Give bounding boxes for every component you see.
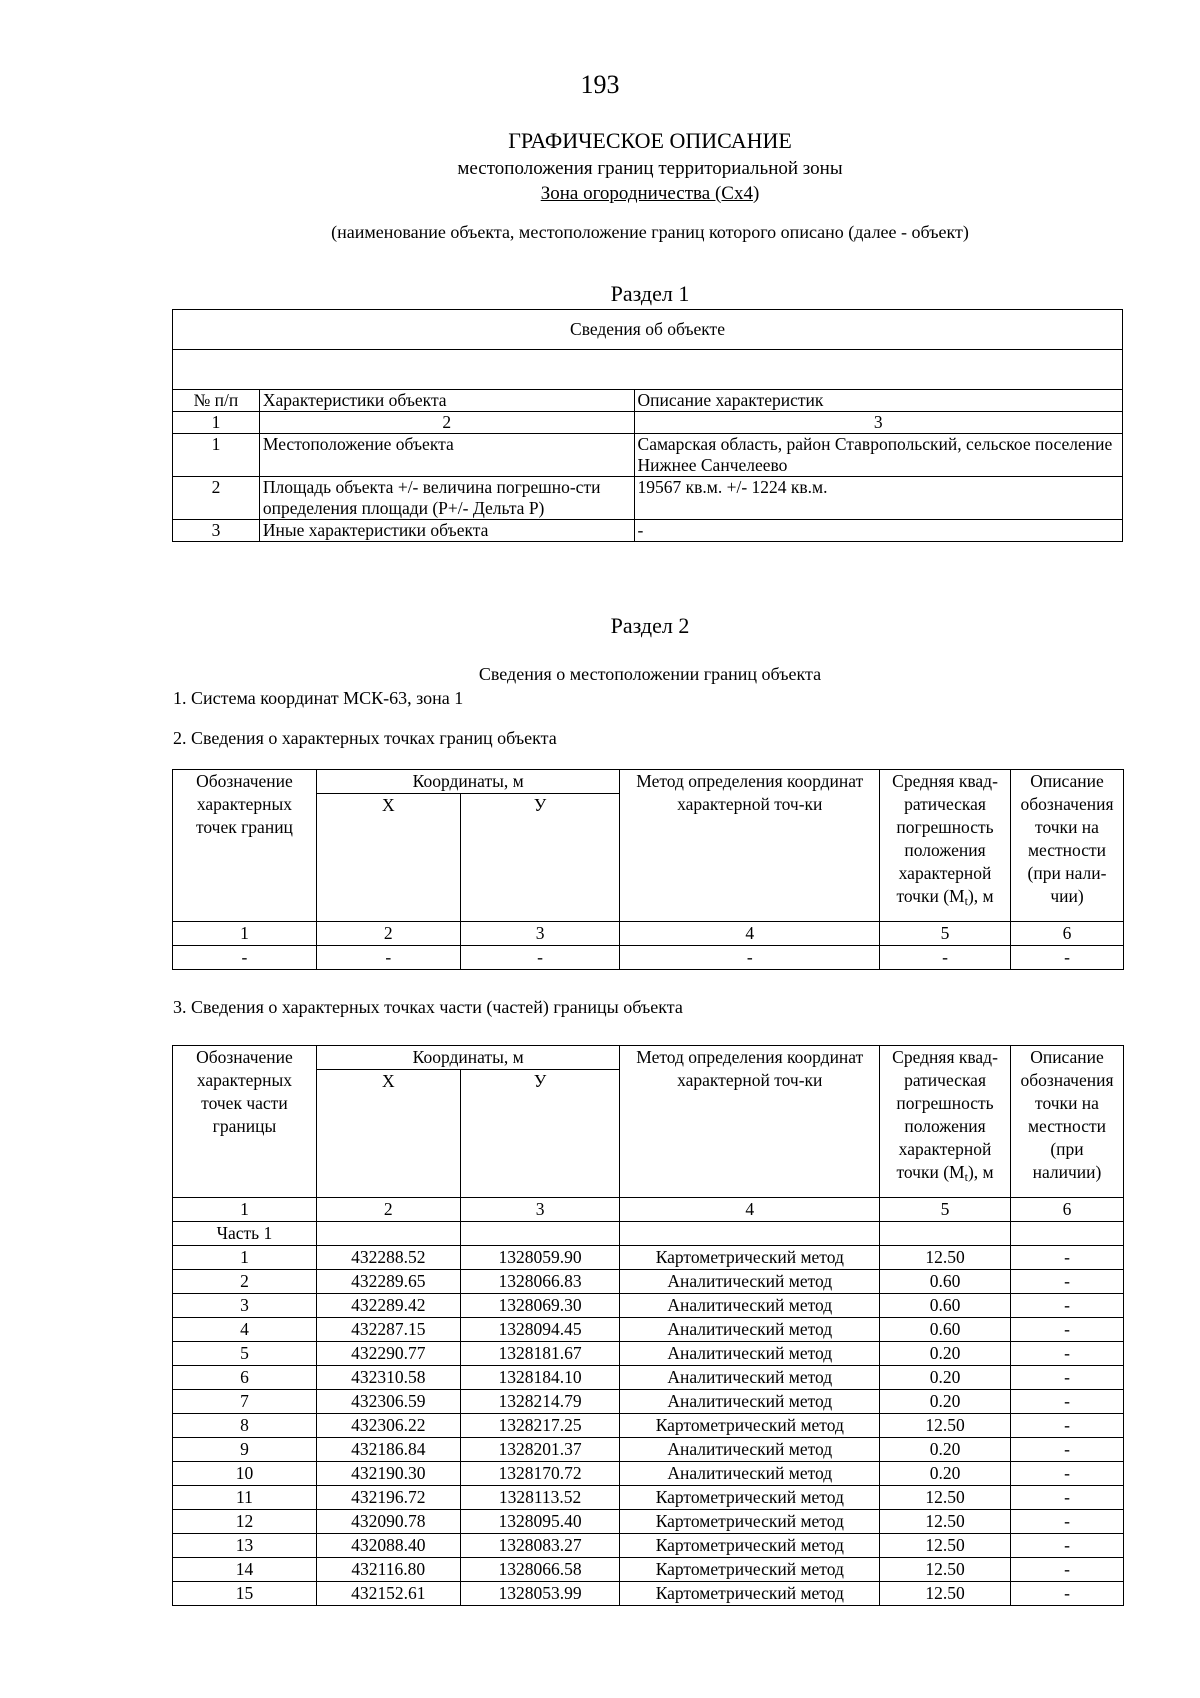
point-description: - [1011,1462,1124,1486]
point-number: 13 [173,1534,317,1558]
point-description: - [1011,1270,1124,1294]
point-x: 432190.30 [316,1462,460,1486]
point-method: Картометрический метод [620,1414,880,1438]
part-label: Часть 1 [173,1222,317,1246]
point-description: - [1011,1366,1124,1390]
point-number: 10 [173,1462,317,1486]
point-number: 5 [173,1342,317,1366]
row-number: 3 [173,520,260,542]
header-accuracy [880,770,1011,922]
point-x: 432310.58 [316,1366,460,1390]
accuracy-subscript: t [964,1170,968,1184]
point-x: 432090.78 [316,1510,460,1534]
header-x: X [316,1070,460,1198]
point-y: 1328094.45 [460,1318,620,1342]
table-row [173,1318,1124,1342]
section-2-heading: Раздел 2 [610,613,690,638]
point-x: 432289.42 [316,1294,460,1318]
object-info-blank-row [173,350,1123,390]
point-number: 14 [173,1558,317,1582]
accuracy-text: Средняя квад-ратическая погрешность положения характерной точки (M [892,771,998,906]
header-y: У [460,1070,620,1198]
point-y: 1328083.27 [460,1534,620,1558]
point-number: 15 [173,1582,317,1606]
object-caption: (наименование объекта, местоположение границ которого описано (далее - объект) [331,222,969,242]
point-number: 6 [173,1366,317,1390]
page-number: 193 [580,70,620,99]
coordinate-system: 1. Система координат МСК-63, зона 1 [173,688,464,708]
object-info-title: Сведения об объекте [173,310,1123,350]
point-x: 432306.22 [316,1414,460,1438]
point-accuracy: 12.50 [880,1510,1011,1534]
zone-name [0,183,1200,205]
zone-name-tail: ) [752,183,760,204]
point-description: - [1011,1246,1124,1270]
col-number: 3 [460,922,620,946]
accuracy-unit: ), м [967,886,994,906]
header-point-description: Описание обозначения точки на местности (при наличии) [1011,1046,1124,1198]
point-x: 432287.15 [316,1318,460,1342]
col-number: 4 [620,922,880,946]
point-method: Картометрический метод [620,1534,880,1558]
point-description: - [1011,1534,1124,1558]
col-number: 1 [173,922,317,946]
table-row [173,1414,1124,1438]
point-description: - [1011,1390,1124,1414]
col-number: 5 [880,922,1011,946]
table-row [173,1534,1124,1558]
point-description: - [1011,1342,1124,1366]
point-method: Аналитический метод [620,1270,880,1294]
col-number: 6 [1011,1198,1124,1222]
point-method: Картометрический метод [620,1510,880,1534]
point-y: 1328217.25 [460,1414,620,1438]
header-x: X [316,794,460,922]
table-row [173,1294,1124,1318]
point-x: 432186.84 [316,1438,460,1462]
header-method: Метод определения координат характерной точ-ки [620,1046,880,1198]
point-y: 1328066.58 [460,1558,620,1582]
table-row [173,946,1124,970]
point-y: 1328053.99 [460,1582,620,1606]
point-number: 2 [173,1270,317,1294]
point-number: 1 [173,1246,317,1270]
empty-cell: - [173,946,317,970]
empty-cell [460,1222,620,1246]
point-y: 1328059.90 [460,1246,620,1270]
point-x: 432289.65 [316,1270,460,1294]
point-y: 1328066.83 [460,1270,620,1294]
point-y: 1328181.67 [460,1342,620,1366]
point-y: 1328201.37 [460,1438,620,1462]
table-row [173,477,1123,520]
point-method: Аналитический метод [620,1366,880,1390]
point-x: 432306.59 [316,1390,460,1414]
empty-cell: - [1011,946,1124,970]
point-number: 11 [173,1486,317,1510]
point-accuracy: 12.50 [880,1486,1011,1510]
header-method: Метод определения координат характерной точ-ки [620,770,880,922]
row-name: Местоположение объекта [259,434,634,477]
header-point-designation: Обозначение характерных точек границ [173,770,317,922]
point-accuracy: 12.50 [880,1558,1011,1582]
col-number: 1 [173,1198,317,1222]
point-method: Картометрический метод [620,1486,880,1510]
table-row [173,1582,1124,1606]
table-row [173,1366,1124,1390]
col-number: 3 [460,1198,620,1222]
table-row [173,1558,1124,1582]
points-section-title: 2. Сведения о характерных точках границ объекта [173,728,557,748]
table-row [173,434,1123,477]
point-x: 432196.72 [316,1486,460,1510]
point-number: 8 [173,1414,317,1438]
point-description: - [1011,1294,1124,1318]
parts-section-title: 3. Сведения о характерных точках части (частей) границы объекта [173,997,683,1017]
col-number: 2 [316,1198,460,1222]
point-method: Аналитический метод [620,1318,880,1342]
point-x: 432290.77 [316,1342,460,1366]
point-y: 1328184.10 [460,1366,620,1390]
row-name: Площадь объекта +/- величина погрешно-сти определения площади (Р+/- Дельта Р) [259,477,634,520]
point-accuracy: 12.50 [880,1414,1011,1438]
point-description: - [1011,1510,1124,1534]
row-value: - [634,520,1122,542]
header-characteristics: Характеристики объекта [259,390,634,412]
col-number: 2 [259,412,634,434]
row-value: 19567 кв.м. +/- 1224 кв.м. [634,477,1122,520]
point-x: 432152.61 [316,1582,460,1606]
document-subtitle: местоположения границ территориальной зоны [457,158,843,179]
point-y: 1328069.30 [460,1294,620,1318]
point-method: Картометрический метод [620,1558,880,1582]
col-number: 4 [620,1198,880,1222]
zone-name-underlined: Зона огородничества (Сх4 [540,183,753,204]
empty-cell [620,1222,880,1246]
row-number: 2 [173,477,260,520]
point-y: 1328214.79 [460,1390,620,1414]
table-row [173,1486,1124,1510]
point-description: - [1011,1438,1124,1462]
point-accuracy: 0.20 [880,1462,1011,1486]
table-row [173,1438,1124,1462]
point-method: Аналитический метод [620,1294,880,1318]
point-x: 432088.40 [316,1534,460,1558]
accuracy-subscript: t [964,894,968,908]
document-title: ГРАФИЧЕСКОЕ ОПИСАНИЕ [508,128,792,153]
point-number: 4 [173,1318,317,1342]
empty-cell [1011,1222,1124,1246]
col-number: 3 [634,412,1122,434]
point-method: Аналитический метод [620,1390,880,1414]
point-description: - [1011,1558,1124,1582]
table-row [173,1462,1124,1486]
accuracy-unit: ), м [967,1162,994,1182]
row-value: Самарская область, район Ставропольский, сельское поселение Нижнее Санчелеево [634,434,1122,477]
header-coordinates: Координаты, м [316,1046,620,1070]
point-method: Аналитический метод [620,1462,880,1486]
empty-cell: - [880,946,1011,970]
point-accuracy: 0.60 [880,1294,1011,1318]
header-description: Описание характеристик [634,390,1122,412]
point-description: - [1011,1318,1124,1342]
header-coordinates: Координаты, м [316,770,620,794]
point-accuracy: 0.20 [880,1390,1011,1414]
point-method: Аналитический метод [620,1342,880,1366]
col-number: 2 [316,922,460,946]
empty-cell: - [620,946,880,970]
table-row [173,1390,1124,1414]
point-accuracy: 0.60 [880,1270,1011,1294]
table-row [173,1510,1124,1534]
empty-cell: - [316,946,460,970]
empty-cell [316,1222,460,1246]
point-number: 3 [173,1294,317,1318]
point-number: 9 [173,1438,317,1462]
point-accuracy: 12.50 [880,1246,1011,1270]
point-description: - [1011,1414,1124,1438]
point-description: - [1011,1582,1124,1606]
point-accuracy: 12.50 [880,1534,1011,1558]
point-accuracy: 12.50 [880,1582,1011,1606]
point-accuracy: 0.20 [880,1438,1011,1462]
section-2-intro: Сведения о местоположении границ объекта [478,664,822,684]
point-accuracy: 0.20 [880,1366,1011,1390]
part-boundary-points-table [172,1045,1124,1606]
table-row [173,520,1123,542]
point-x: 432288.52 [316,1246,460,1270]
point-number: 12 [173,1510,317,1534]
empty-cell: - [460,946,620,970]
point-x: 432116.80 [316,1558,460,1582]
point-method: Картометрический метод [620,1582,880,1606]
point-y: 1328095.40 [460,1510,620,1534]
header-y: У [460,794,620,922]
col-number: 1 [173,412,260,434]
table-row [173,1342,1124,1366]
empty-cell [880,1222,1011,1246]
section-1-heading: Раздел 1 [610,281,690,306]
point-method: Аналитический метод [620,1438,880,1462]
col-number: 5 [880,1198,1011,1222]
header-accuracy [880,1046,1011,1198]
header-point-designation: Обозначение характерных точек части границы [173,1046,317,1198]
point-accuracy: 0.20 [880,1342,1011,1366]
point-method: Картометрический метод [620,1246,880,1270]
table-row [173,1246,1124,1270]
accuracy-text: Средняя квад-ратическая погрешность положения характерной точки (M [892,1047,998,1182]
boundary-points-table [172,769,1124,970]
point-y: 1328113.52 [460,1486,620,1510]
row-number: 1 [173,434,260,477]
header-number: № п/п [173,390,260,412]
point-y: 1328170.72 [460,1462,620,1486]
row-name: Иные характеристики объекта [259,520,634,542]
object-info-table [172,309,1123,542]
table-row [173,1270,1124,1294]
point-description: - [1011,1486,1124,1510]
point-number: 7 [173,1390,317,1414]
point-accuracy: 0.60 [880,1318,1011,1342]
header-point-description: Описание обозначения точки на местности (при нали-чии) [1011,770,1124,922]
col-number: 6 [1011,922,1124,946]
